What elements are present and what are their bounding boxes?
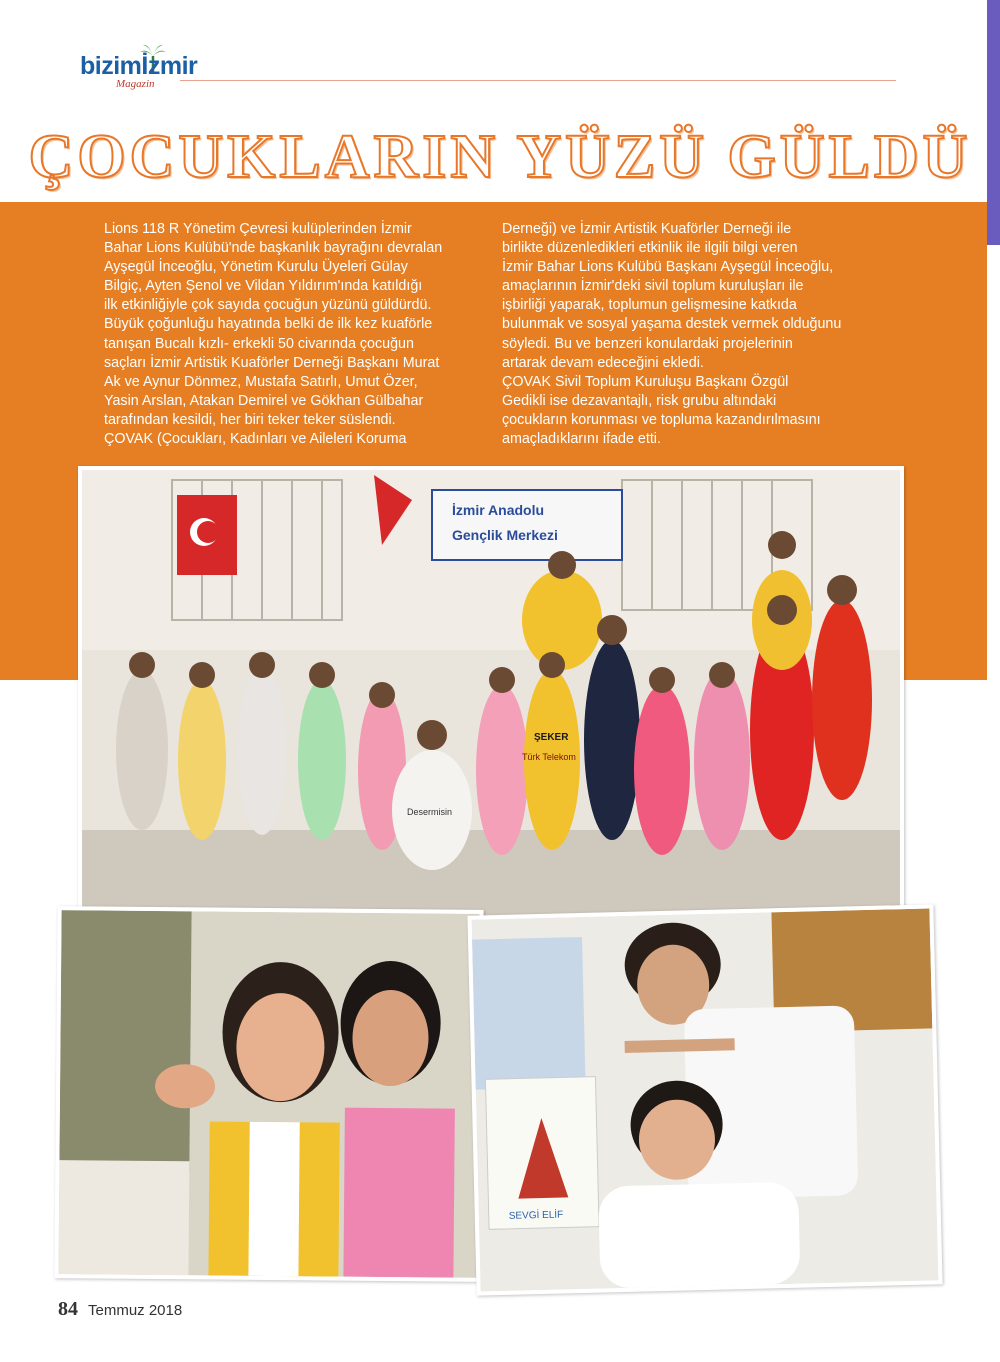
text-line: Gedikli ise dezavantajlı, risk grubu altındaki xyxy=(502,392,777,409)
text-line: artarak devam edeceğini ekledi. xyxy=(502,354,704,371)
logo-wordmark: bizimİzmir xyxy=(80,52,198,80)
page-number: 84 xyxy=(58,1298,78,1320)
text-line: amaçlarının İzmir'deki sivil toplum kuruluşları ile xyxy=(502,278,804,295)
text-line: Bilgiç, Ayten Şenol ve Vildan Yıldırım'ında katıldığı xyxy=(104,278,423,295)
article-title: ÇOCUKLARIN YÜZÜ GÜLDÜ xyxy=(28,123,972,191)
text-line: Bahar Lions Kulübü'nde başkanlık bayrağını devralan xyxy=(104,240,443,257)
text-line: Büyük çoğunluğu hayatında belki de ilk kez kuaförle xyxy=(104,316,433,333)
drawing-text: SEVGİ ELİF xyxy=(508,1209,564,1222)
page-footer xyxy=(58,1298,182,1321)
text-line: ÇOVAK (Çocukları, Kadınları ve Aileleri Koruma xyxy=(104,431,407,448)
text-line: saçları İzmir Artistik Kuaförler Derneği Başkanı Murat xyxy=(104,354,440,371)
sign-text: Gençlik Merkezi xyxy=(452,527,558,543)
text-line: amaçladıklarını ifade etti. xyxy=(502,431,661,448)
text-line: Ak ve Aynur Dönmez, Mustafa Satırlı, Umut Özer, xyxy=(104,373,418,390)
text-line: bulunmak ve sosyal yaşama destek vermek olduğunu xyxy=(502,316,842,333)
shirt-text: Türk Telekom xyxy=(522,752,576,762)
text-line: söyledi. Bu ve benzeri konulardaki projelerinin xyxy=(502,335,793,352)
sign-text: İzmir Anadolu xyxy=(452,502,545,518)
text-line: ilk etkinliğiyle çok sayıda çocuğun yüzünü güldürdü. xyxy=(104,297,432,314)
shirt-text: ŞEKER xyxy=(534,732,569,743)
text-line: çocukların korunması ve topluma kazandırılmasını xyxy=(502,411,821,428)
text-line: İzmir Bahar Lions Kulübü Başkanı Ayşegül İnceoğlu, xyxy=(502,259,834,276)
text-line: Derneği) ve İzmir Artistik Kuaförler Derneği ile xyxy=(502,221,792,237)
header-divider xyxy=(180,80,896,81)
magazine-logo xyxy=(80,44,220,94)
article-column-right xyxy=(502,220,884,449)
text-line: tanışan Bucalı kızlı- erkekli 50 civarında çocuğun xyxy=(104,335,414,352)
haircut-photo xyxy=(467,904,942,1295)
portrait-photo xyxy=(54,906,483,1282)
article-column-left xyxy=(104,220,486,449)
text-line: Ayşegül İnceoğlu, Yönetim Kurulu Üyeleri Gülay xyxy=(104,259,408,276)
text-line: birlikte düzenledikleri etkinlik ile ilgili bilgi veren xyxy=(502,240,798,257)
group-photo xyxy=(78,466,904,922)
text-line: Lions 118 R Yönetim Çevresi kulüplerinden İzmir xyxy=(104,221,412,237)
shirt-text: Desermisin xyxy=(407,807,453,817)
logo-subtitle: Magazin xyxy=(116,78,155,90)
issue-date: Temmuz 2018 xyxy=(88,1302,183,1319)
text-line: işbirliği yaparak, toplumun gelişmesine katkıda xyxy=(502,297,797,314)
text-line: Yasin Arslan, Atakan Demirel ve Gökhan Gülbahar xyxy=(104,392,424,409)
text-line: tarafından kesildi, her biri teker teker süslendi. xyxy=(104,411,396,428)
text-line: ÇOVAK Sivil Toplum Kuruluşu Başkanı Özgül xyxy=(502,373,789,390)
